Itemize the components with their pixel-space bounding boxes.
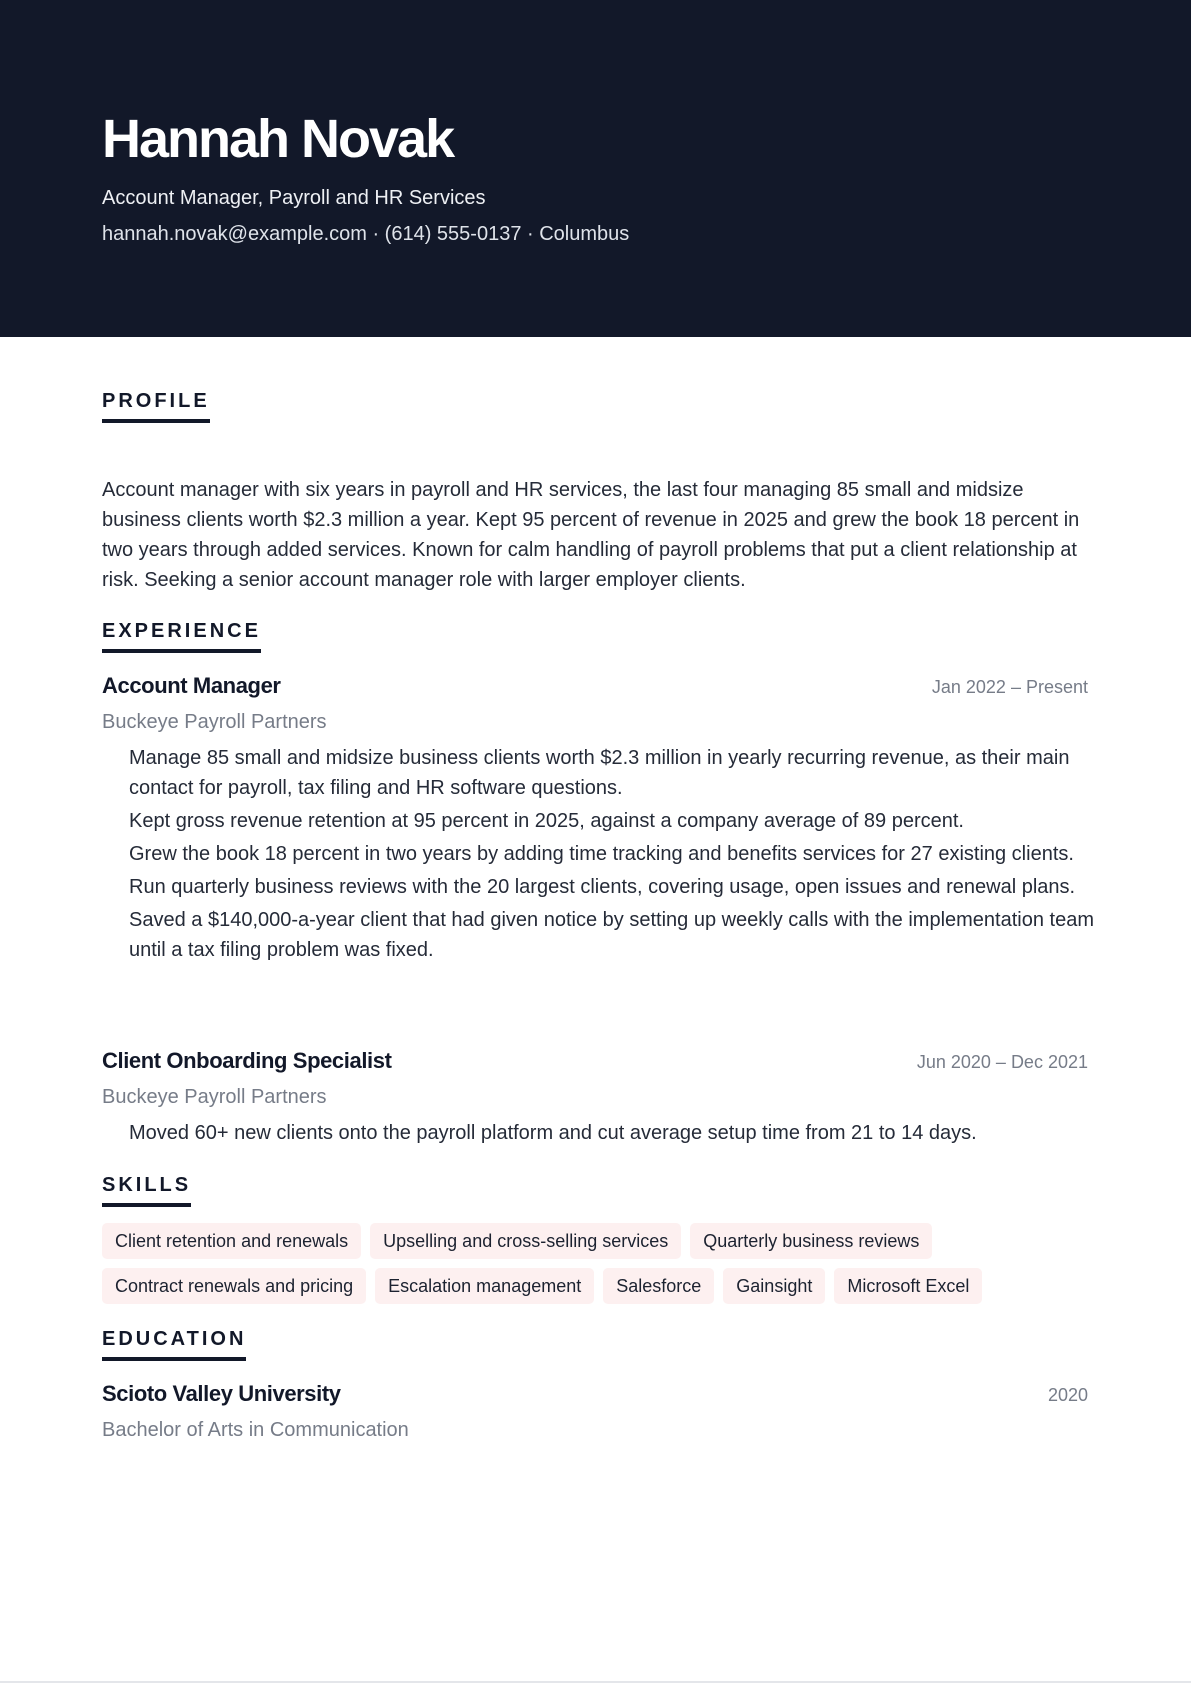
job-bullet: Moved 60+ new clients onto the payroll platform and cut average setup time from 21 to 14 days. — [129, 1122, 977, 1144]
skills-heading: SKILLS — [102, 1174, 191, 1207]
job-bullet: Kept gross revenue retention at 95 percent in 2025, against a company average of 89 percent. — [129, 810, 964, 832]
skills-row — [102, 1223, 932, 1259]
resume-header — [0, 0, 1191, 337]
candidate-name: Hannah Novak — [102, 109, 454, 169]
job-dates: Jan 2022 – Present — [931, 677, 1088, 697]
skill-chip: Upselling and cross-selling services — [370, 1223, 681, 1259]
job-company: Buckeye Payroll Partners — [102, 1086, 327, 1108]
job-company: Buckeye Payroll Partners — [102, 711, 327, 733]
job-title: Client Onboarding Specialist — [102, 1048, 392, 1073]
skill-chip: Gainsight — [723, 1268, 825, 1304]
job-bullets — [129, 743, 1099, 968]
skill-chip: Quarterly business reviews — [690, 1223, 932, 1259]
skill-chip: Contract renewals and pricing — [102, 1268, 366, 1304]
experience-heading: EXPERIENCE — [102, 620, 261, 653]
candidate-role: Account Manager, Payroll and HR Services — [102, 187, 486, 209]
education-heading: EDUCATION — [102, 1328, 246, 1361]
job-bullet: Run quarterly business reviews with the 20 largest clients, covering usage, open issues and renewal plans. — [129, 876, 1076, 898]
job-bullet: Manage 85 small and midsize business clients worth $2.3 million in yearly recurring revenue, as their main contact for payroll, tax filing and HR software questions. — [129, 747, 1070, 799]
degree: Bachelor of Arts in Communication — [102, 1419, 409, 1441]
job-title: Account Manager — [102, 673, 281, 698]
skill-chip: Client retention and renewals — [102, 1223, 361, 1259]
skills-row — [102, 1268, 982, 1304]
page-bottom-divider — [0, 1681, 1191, 1683]
profile-text: Account manager with six years in payroll and HR services, the last four managing 85 small and midsize business clients worth $2.3 million a year. Kept 95 percent of revenue in 2025 and grew the book 18 percent in two years through added services. Known for calm handling of payroll problems that put a client relationship at risk. Seeking a senior account manager role with larger employer clients. — [102, 479, 1080, 591]
job-bullet: Grew the book 18 percent in two years by adding time tracking and benefits services for 27 existing clients. — [129, 843, 1074, 865]
contact-line: hannah.novak@example.com · (614) 555-0137 · Columbus — [102, 223, 630, 245]
profile-heading: PROFILE — [102, 390, 210, 423]
skill-chip: Salesforce — [603, 1268, 714, 1304]
skill-chip: Microsoft Excel — [834, 1268, 982, 1304]
job-dates: Jun 2020 – Dec 2021 — [916, 1052, 1088, 1072]
school-name: Scioto Valley University — [102, 1381, 341, 1406]
skill-chip: Escalation management — [375, 1268, 594, 1304]
job-bullets — [129, 1118, 1099, 1151]
graduation-year: 2020 — [1047, 1385, 1088, 1405]
job-bullet: Saved a $140,000-a-year client that had given notice by setting up weekly calls with the implementation team until a tax filing problem was fixed. — [129, 909, 1094, 961]
